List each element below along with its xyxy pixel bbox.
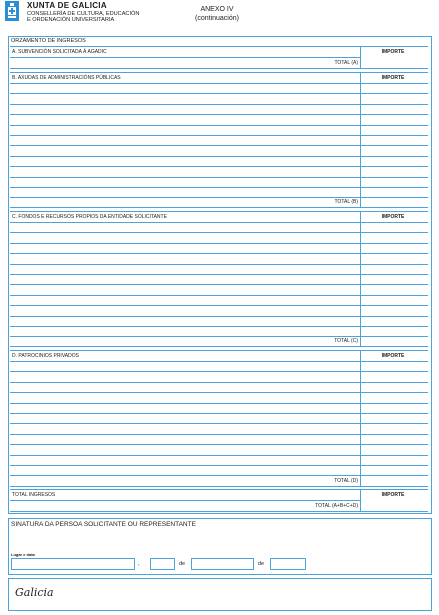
comma-separator: , xyxy=(138,561,140,567)
total-a-label: TOTAL (A) xyxy=(334,60,358,66)
de-label-1: de xyxy=(179,561,186,567)
total-d-label: TOTAL (D) xyxy=(334,478,358,484)
total-c-label: TOTAL (C) xyxy=(334,338,358,344)
section-d-entry-row[interactable] xyxy=(10,465,428,466)
section-a-divider xyxy=(360,46,361,68)
org-name: XUNTA DE GALICIA xyxy=(27,1,107,10)
section-b-entry-row[interactable] xyxy=(10,104,428,105)
section-d-entry-row[interactable] xyxy=(10,413,428,414)
annex-subtitle: (continuación) xyxy=(195,15,239,22)
section-c-bottom-line xyxy=(10,346,428,347)
year-input[interactable] xyxy=(270,558,306,570)
section-d-entry-row[interactable] xyxy=(10,361,428,362)
galicia-brand-logo: Galicia xyxy=(15,586,54,599)
annex-title: ANEXO IV xyxy=(200,6,234,13)
section-c-label: C. FONDOS E RECURSOS PROPIOS DA ENTIDADE SOLICITANTE xyxy=(12,214,167,220)
section-c-entry-row[interactable] xyxy=(10,243,428,244)
total-ingresos-importe: IMPORTE xyxy=(381,492,405,498)
xunta-logo-icon xyxy=(5,1,19,21)
section-d-entry-row[interactable] xyxy=(10,403,428,404)
section-c-entry-row[interactable] xyxy=(10,222,428,223)
de-label-2: de xyxy=(258,561,265,567)
total-ingresos-divider xyxy=(360,489,361,511)
section-d-entry-row[interactable] xyxy=(10,392,428,393)
section-b-entry-row[interactable] xyxy=(10,177,428,178)
section-d-label: D. PATROCINIOS PRIVADOS xyxy=(12,353,79,359)
section-b-bottom-line xyxy=(10,207,428,208)
total-ingresos-bottom-line xyxy=(10,511,428,512)
section-b-entry-row[interactable] xyxy=(10,166,428,167)
month-input[interactable] xyxy=(191,558,254,570)
section-d-entry-row[interactable] xyxy=(10,475,428,476)
total-ingresos-label: TOTAL INGRESOS xyxy=(12,492,56,498)
place-input[interactable] xyxy=(11,558,135,570)
section-b-divider xyxy=(360,72,361,207)
total-ingresos-top-line xyxy=(10,489,428,490)
section-c-entry-row[interactable] xyxy=(10,264,428,265)
section-a-top-line xyxy=(10,46,428,47)
section-c-entry-row[interactable] xyxy=(10,253,428,254)
section-b-label: B. AXUDAS DE ADMINISTRACIÓNS PÚBLICAS xyxy=(12,75,121,81)
section-b-entry-row[interactable] xyxy=(10,114,428,115)
annex-heading xyxy=(182,5,252,23)
section-c-entry-row[interactable] xyxy=(10,326,428,327)
total-abcd-label: TOTAL (A+B+C+D) xyxy=(315,503,358,509)
section-c-entry-row[interactable] xyxy=(10,295,428,296)
section-b-entry-row[interactable] xyxy=(10,187,428,188)
day-input[interactable] xyxy=(150,558,175,570)
section-b-entry-row[interactable] xyxy=(10,135,428,136)
section-c-entry-row[interactable] xyxy=(10,232,428,233)
section-c-divider xyxy=(360,211,361,346)
section-b-entry-row[interactable] xyxy=(10,125,428,126)
total-abcd-input[interactable] xyxy=(361,500,428,511)
section-d-divider xyxy=(360,350,361,486)
section-c-entry-row[interactable] xyxy=(10,316,428,317)
total-a-input[interactable] xyxy=(361,57,428,68)
section-c-entry-row[interactable] xyxy=(10,336,428,337)
footer-box xyxy=(8,578,432,611)
section-b-importe: IMPORTE xyxy=(381,75,405,81)
section-b-entry-row[interactable] xyxy=(10,83,428,84)
section-d-importe: IMPORTE xyxy=(381,353,405,359)
section-a-label: A. SUBVENCIÓN SOLICITADA Á AGADIC xyxy=(12,49,107,55)
section-d-entry-row[interactable] xyxy=(10,423,428,424)
section-c-top-line xyxy=(10,211,428,212)
section-c-entry-row[interactable] xyxy=(10,274,428,275)
income-budget-form xyxy=(8,36,432,514)
section-d-entry-row[interactable] xyxy=(10,444,428,445)
section-b-entry-row[interactable] xyxy=(10,145,428,146)
section-a-importe: IMPORTE xyxy=(381,49,405,55)
section-c-entry-row[interactable] xyxy=(10,284,428,285)
section-b-entry-row[interactable] xyxy=(10,93,428,94)
section-d-entry-row[interactable] xyxy=(10,382,428,383)
section-c-importe: IMPORTE xyxy=(381,214,405,220)
section-d-top-line xyxy=(10,350,428,351)
section-b-entry-row[interactable] xyxy=(10,197,428,198)
section-d-bottom-line xyxy=(10,486,428,487)
signature-title: SINATURA DA PERSOA SOLICITANTE OU REPRESENTANTE xyxy=(11,521,196,528)
section-c-entry-row[interactable] xyxy=(10,305,428,306)
form-title: ORZAMENTO DE INGRESOS xyxy=(11,38,86,44)
total-b-label: TOTAL (B) xyxy=(334,199,358,205)
department-line-1: CONSELLERÍA DE CULTURA, EDUCACIÓN xyxy=(27,11,140,17)
section-d-entry-row[interactable] xyxy=(10,371,428,372)
department-line-2: E ORDENACIÓN UNIVERSITARIA xyxy=(27,17,115,24)
section-b-top-line xyxy=(10,72,428,73)
section-d-entry-row[interactable] xyxy=(10,455,428,456)
place-date-label: Lugar e data xyxy=(11,552,35,557)
section-b-entry-row[interactable] xyxy=(10,156,428,157)
section-a-bottom-line xyxy=(10,68,428,69)
section-d-entry-row[interactable] xyxy=(10,434,428,435)
department-name xyxy=(27,11,139,23)
